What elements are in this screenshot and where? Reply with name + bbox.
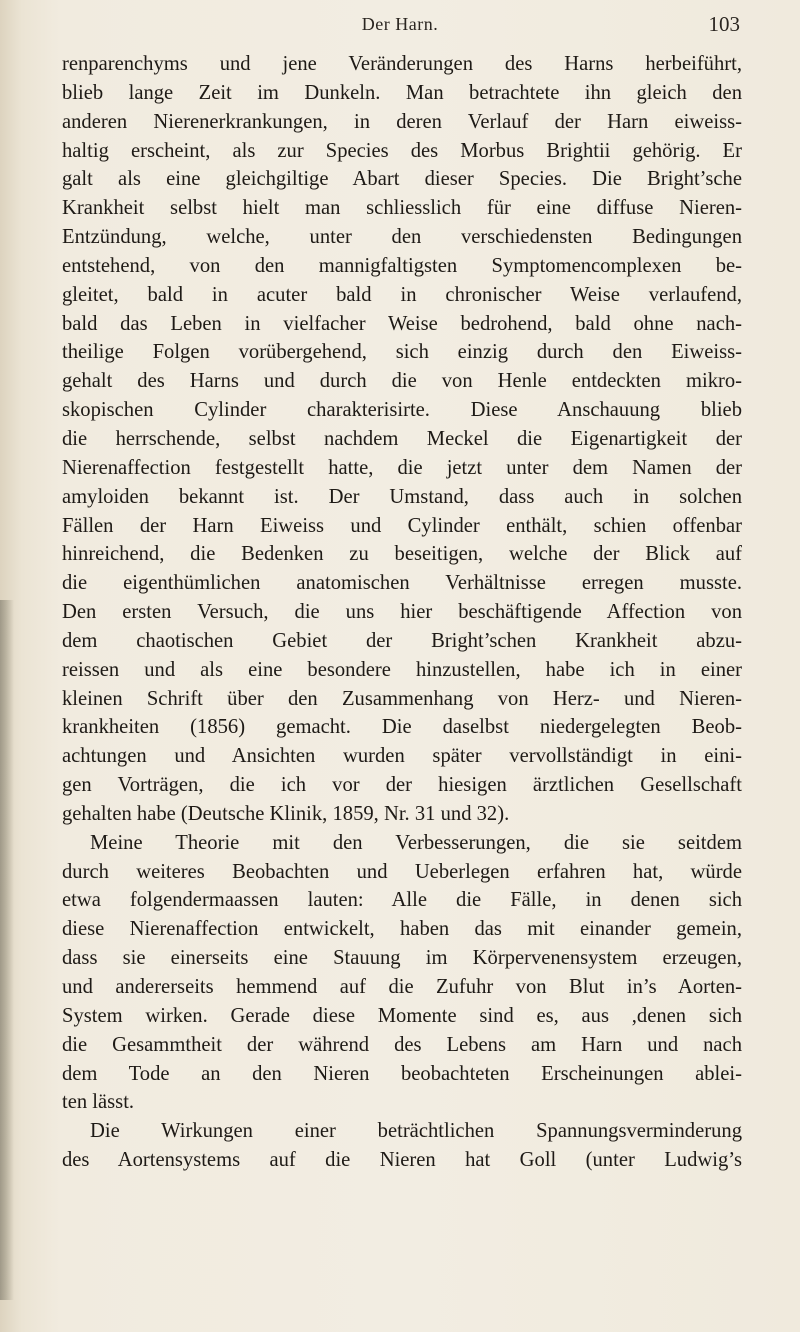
- text-line: gehalt des Harns und durch die von Henle entdeckten mikro-: [62, 370, 742, 393]
- text-line: Entzündung, welche, unter den verschiedensten Bedingungen: [62, 226, 742, 249]
- text-line: amyloiden bekannt ist. Der Umstand, dass auch in solchen: [62, 485, 742, 508]
- text-line: diese Nierenaffection entwickelt, haben das mit einander gemein,: [62, 918, 742, 941]
- text-line: renparenchyms und jene Veränderungen des Harns herbeiführt,: [62, 53, 742, 75]
- running-title: Der Harn.: [361, 14, 439, 34]
- text-line: hinreichend, die Bedenken zu beseitigen, welche der Blick auf: [62, 543, 742, 566]
- text-line: System wirken. Gerade diese Momente sind es, aus ,denen sich: [62, 1004, 742, 1027]
- paragraph-end-line: ten lässt.: [62, 1091, 135, 1114]
- text-line: galt als eine gleichgiltige Abart dieser Species. Die Bright’sche: [62, 168, 742, 191]
- page-header: [0, 14, 800, 38]
- text-line: die eigenthümlichen anatomischen Verhältnisse erregen musste.: [62, 572, 742, 595]
- paragraph-start-line: Meine Theorie mit den Verbesserungen, die sie seitdem: [90, 831, 742, 854]
- text-line: haltig erscheint, als zur Species des Morbus Brightii gehörig. Er: [62, 139, 742, 162]
- text-line: anderen Nierenerkrankungen, in deren Verlauf der Harn eiweiss-: [62, 110, 742, 133]
- paragraph-start-line: Die Wirkungen einer beträchtlichen Spannungsverminderung: [90, 1120, 742, 1143]
- text-line: blieb lange Zeit im Dunkeln. Man betrachtete ihn gleich den: [62, 81, 742, 104]
- text-line: und andererseits hemmend auf die Zufuhr von Blut in’s Aorten-: [62, 976, 742, 998]
- page-gutter-shadow: [0, 600, 14, 1300]
- text-line: etwa folgendermaassen lauten: Alle die Fälle, in denen sich: [62, 889, 742, 912]
- text-line: achtungen und Ansichten wurden später vervollständigt in eini-: [62, 745, 742, 768]
- text-line: Den ersten Versuch, die uns hier beschäftigende Affection von: [62, 601, 742, 624]
- text-line: durch weiteres Beobachten und Ueberlegen erfahren hat, würde: [62, 860, 742, 883]
- text-line: reissen und als eine besondere hinzustellen, habe ich in einer: [62, 658, 742, 681]
- text-line: krankheiten (1856) gemacht. Die daselbst niedergelegten Beob-: [62, 716, 742, 739]
- text-line: skopischen Cylinder charakterisirte. Diese Anschauung blieb: [62, 399, 742, 422]
- text-line: Nierenaffection festgestellt hatte, die jetzt unter dem Namen der: [62, 456, 742, 479]
- text-line: dem chaotischen Gebiet der Bright’schen Krankheit abzu-: [62, 629, 742, 652]
- text-line: dem Tode an den Nieren beobachteten Erscheinungen ablei-: [62, 1062, 742, 1085]
- text-line: bald das Leben in vielfacher Weise bedrohend, bald ohne nach-: [62, 312, 742, 335]
- text-line: des Aortensystems auf die Nieren hat Goll (unter Ludwig’s: [62, 1149, 742, 1172]
- text-line: gen Vorträgen, die ich vor der hiesigen ärztlichen Gesellschaft: [62, 774, 742, 797]
- text-line: Krankheit selbst hielt man schliesslich für eine diffuse Nieren-: [62, 197, 742, 220]
- text-line: gleitet, bald in acuter bald in chronischer Weise verlaufend,: [62, 283, 742, 306]
- text-line: die herrschende, selbst nachdem Meckel die Eigenartigkeit der: [62, 427, 742, 450]
- text-line: theilige Folgen vorübergehend, sich einzig durch den Eiweiss-: [62, 341, 742, 364]
- body-text: [62, 50, 742, 1175]
- text-line: Fällen der Harn Eiweiss und Cylinder enthält, schien offenbar: [62, 514, 742, 537]
- page-number: 103: [708, 12, 740, 36]
- text-line: entstehend, von den mannigfaltigsten Symptomencomplexen be-: [62, 254, 742, 277]
- text-line: dass sie einerseits eine Stauung im Körpervenensystem erzeugen,: [62, 947, 742, 970]
- text-line: die Gesammtheit der während des Lebens am Harn und nach: [62, 1033, 742, 1056]
- text-line: kleinen Schrift über den Zusammenhang von Herz- und Nieren-: [62, 687, 742, 710]
- paragraph-end-line: gehalten habe (Deutsche Klinik, 1859, Nr. 31 und 32).: [62, 802, 510, 825]
